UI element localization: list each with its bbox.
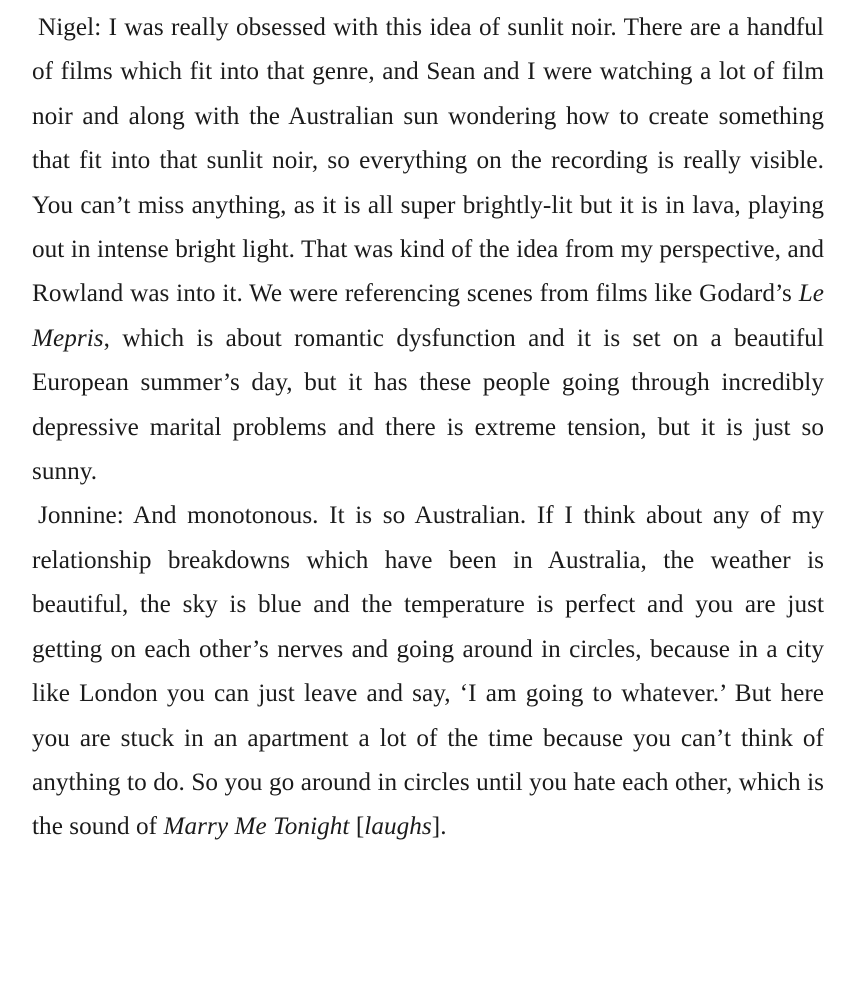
- text-segment: , which is about romantic dysfunction and it is set on a beautiful European summer’s day, but it has these people going through incredibly depressive marital problems and there is extreme tension, but it is just so sunny.: [32, 324, 824, 486]
- text-segment: Nigel: I was really obsessed with this idea of sunlit noir. There are a handful of films which fit into that genre, and Sean and I were watching a lot of film noir and along with the Australian sun wondering how to create something that fit into that sunlit noir, so everything on the recording is really visible. You can’t miss anything, as it is all super brightly-lit but it is in lava, playing out in intense bright light. That was kind of the idea from my perspective, and Rowland was into it. We were referencing scenes from films like Godard’s: [32, 14, 824, 308]
- text-segment: [: [349, 813, 365, 841]
- text-segment: Jonnine: And monotonous. It is so Australian. If I think about any of my relationship breakdowns which have been in Australia, the weather is beautiful, the sky is blue and the temperature is perfect and you are just getting on each other’s nerves and going around in circles, because in a city like London you can just leave and say, ‘I am going to whatever.’ But here you are stuck in an apartment a lot of the time because you can’t think of anything to do. So you go around in circles until you hate each other, which is the sound of: [32, 502, 824, 841]
- paragraph-jonnine: [32, 494, 824, 849]
- document-page: [32, 6, 824, 850]
- song-title-marry-me-tonight: Marry Me Tonight: [163, 813, 350, 841]
- film-title-le-mepris: Le Mepris: [32, 280, 824, 352]
- text-segment: ].: [431, 813, 447, 841]
- stage-direction-laughs: laughs: [364, 813, 432, 841]
- paragraph-nigel: [32, 6, 824, 494]
